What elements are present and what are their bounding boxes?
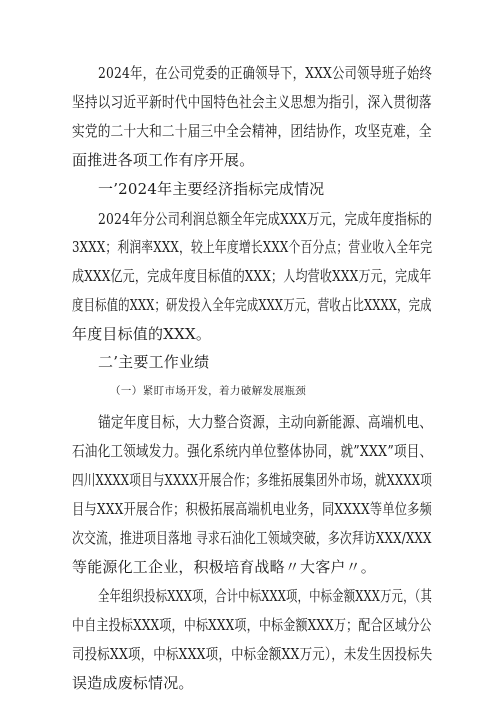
section-2-subheading: （一）紧盯市场开发，着力破解发展瓶颈 xyxy=(110,385,307,397)
section-2-p1-line-3: 四川XXXX项目与XXXX开展合作；多维拓展集团外市场，就XXXX项 xyxy=(72,471,432,489)
section-2-p1-line-1: 锚定年度目标，大力整合资源，主动向新能源、高端机电、 xyxy=(98,413,433,431)
section-1-line-1: 2024年分公司利润总额全年完成XXX万元，完成年度指标的 xyxy=(98,210,433,228)
intro-line-2: 坚持以习近平新时代中国特色社会主义思想为指引，深入贯彻落 xyxy=(72,93,432,111)
section-2-heading: 二’主要工作业绩 xyxy=(98,353,210,371)
section-2-p2-line-4: 误造成废标情况。 xyxy=(72,674,194,692)
intro-line-4: 面推进各项工作有序开展。 xyxy=(72,151,255,169)
section-1-line-4: 度目标值的XXX；研发投入全年完成XXX万元，营收占比XXXX，完成 xyxy=(72,296,432,314)
section-2-p1-line-5: 次交流，推进项目落地 寻求石油化工领域突破，多次拜访XXX/XXX xyxy=(72,529,432,547)
section-1-line-5: 年度目标值的XXX。 xyxy=(72,325,212,343)
section-2-p2-line-1: 全年组织投标XXX项，合计中标XXX项，中标金额XXX万元，（其 xyxy=(98,587,433,605)
section-2-p1-line-2: 石油化工领域发力。强化系统内单位整体协同，就”XXX”项目、 xyxy=(72,442,433,460)
section-2-p1-line-4: 目与XXX开展合作；积极拓展高端机电业务，同XXXX等单位多频 xyxy=(72,500,432,518)
section-2-p1-line-6: 等能源化工企业，积极培育战略〃大客户〃。 xyxy=(72,558,377,576)
section-2-p2-line-2: 中自主投标XXX项，中标XXX项，中标金额XXX万；配合区域分公 xyxy=(72,616,432,634)
section-1-line-3: 成XXX亿元，完成年度目标值的XXX；人均营收XXX万元，完成年 xyxy=(72,267,432,285)
section-2-p2-line-3: 司投标XX项，中标XXX项，中标金额XX万元），未发生因投标失 xyxy=(72,645,433,663)
section-1-line-2: 3XXX；利润率XXX，较上年度增长XXX个百分点；营业收入全年完 xyxy=(72,238,433,256)
intro-line-3: 实党的二十大和二十届三中全会精神，团结协作，攻坚克难，全 xyxy=(72,122,432,140)
section-1-heading: 一’2024年主要经济指标完成情况 xyxy=(98,180,325,198)
intro-line-1: 2024年，在公司党委的正确领导下，XXX公司领导班子始终 xyxy=(98,64,433,82)
